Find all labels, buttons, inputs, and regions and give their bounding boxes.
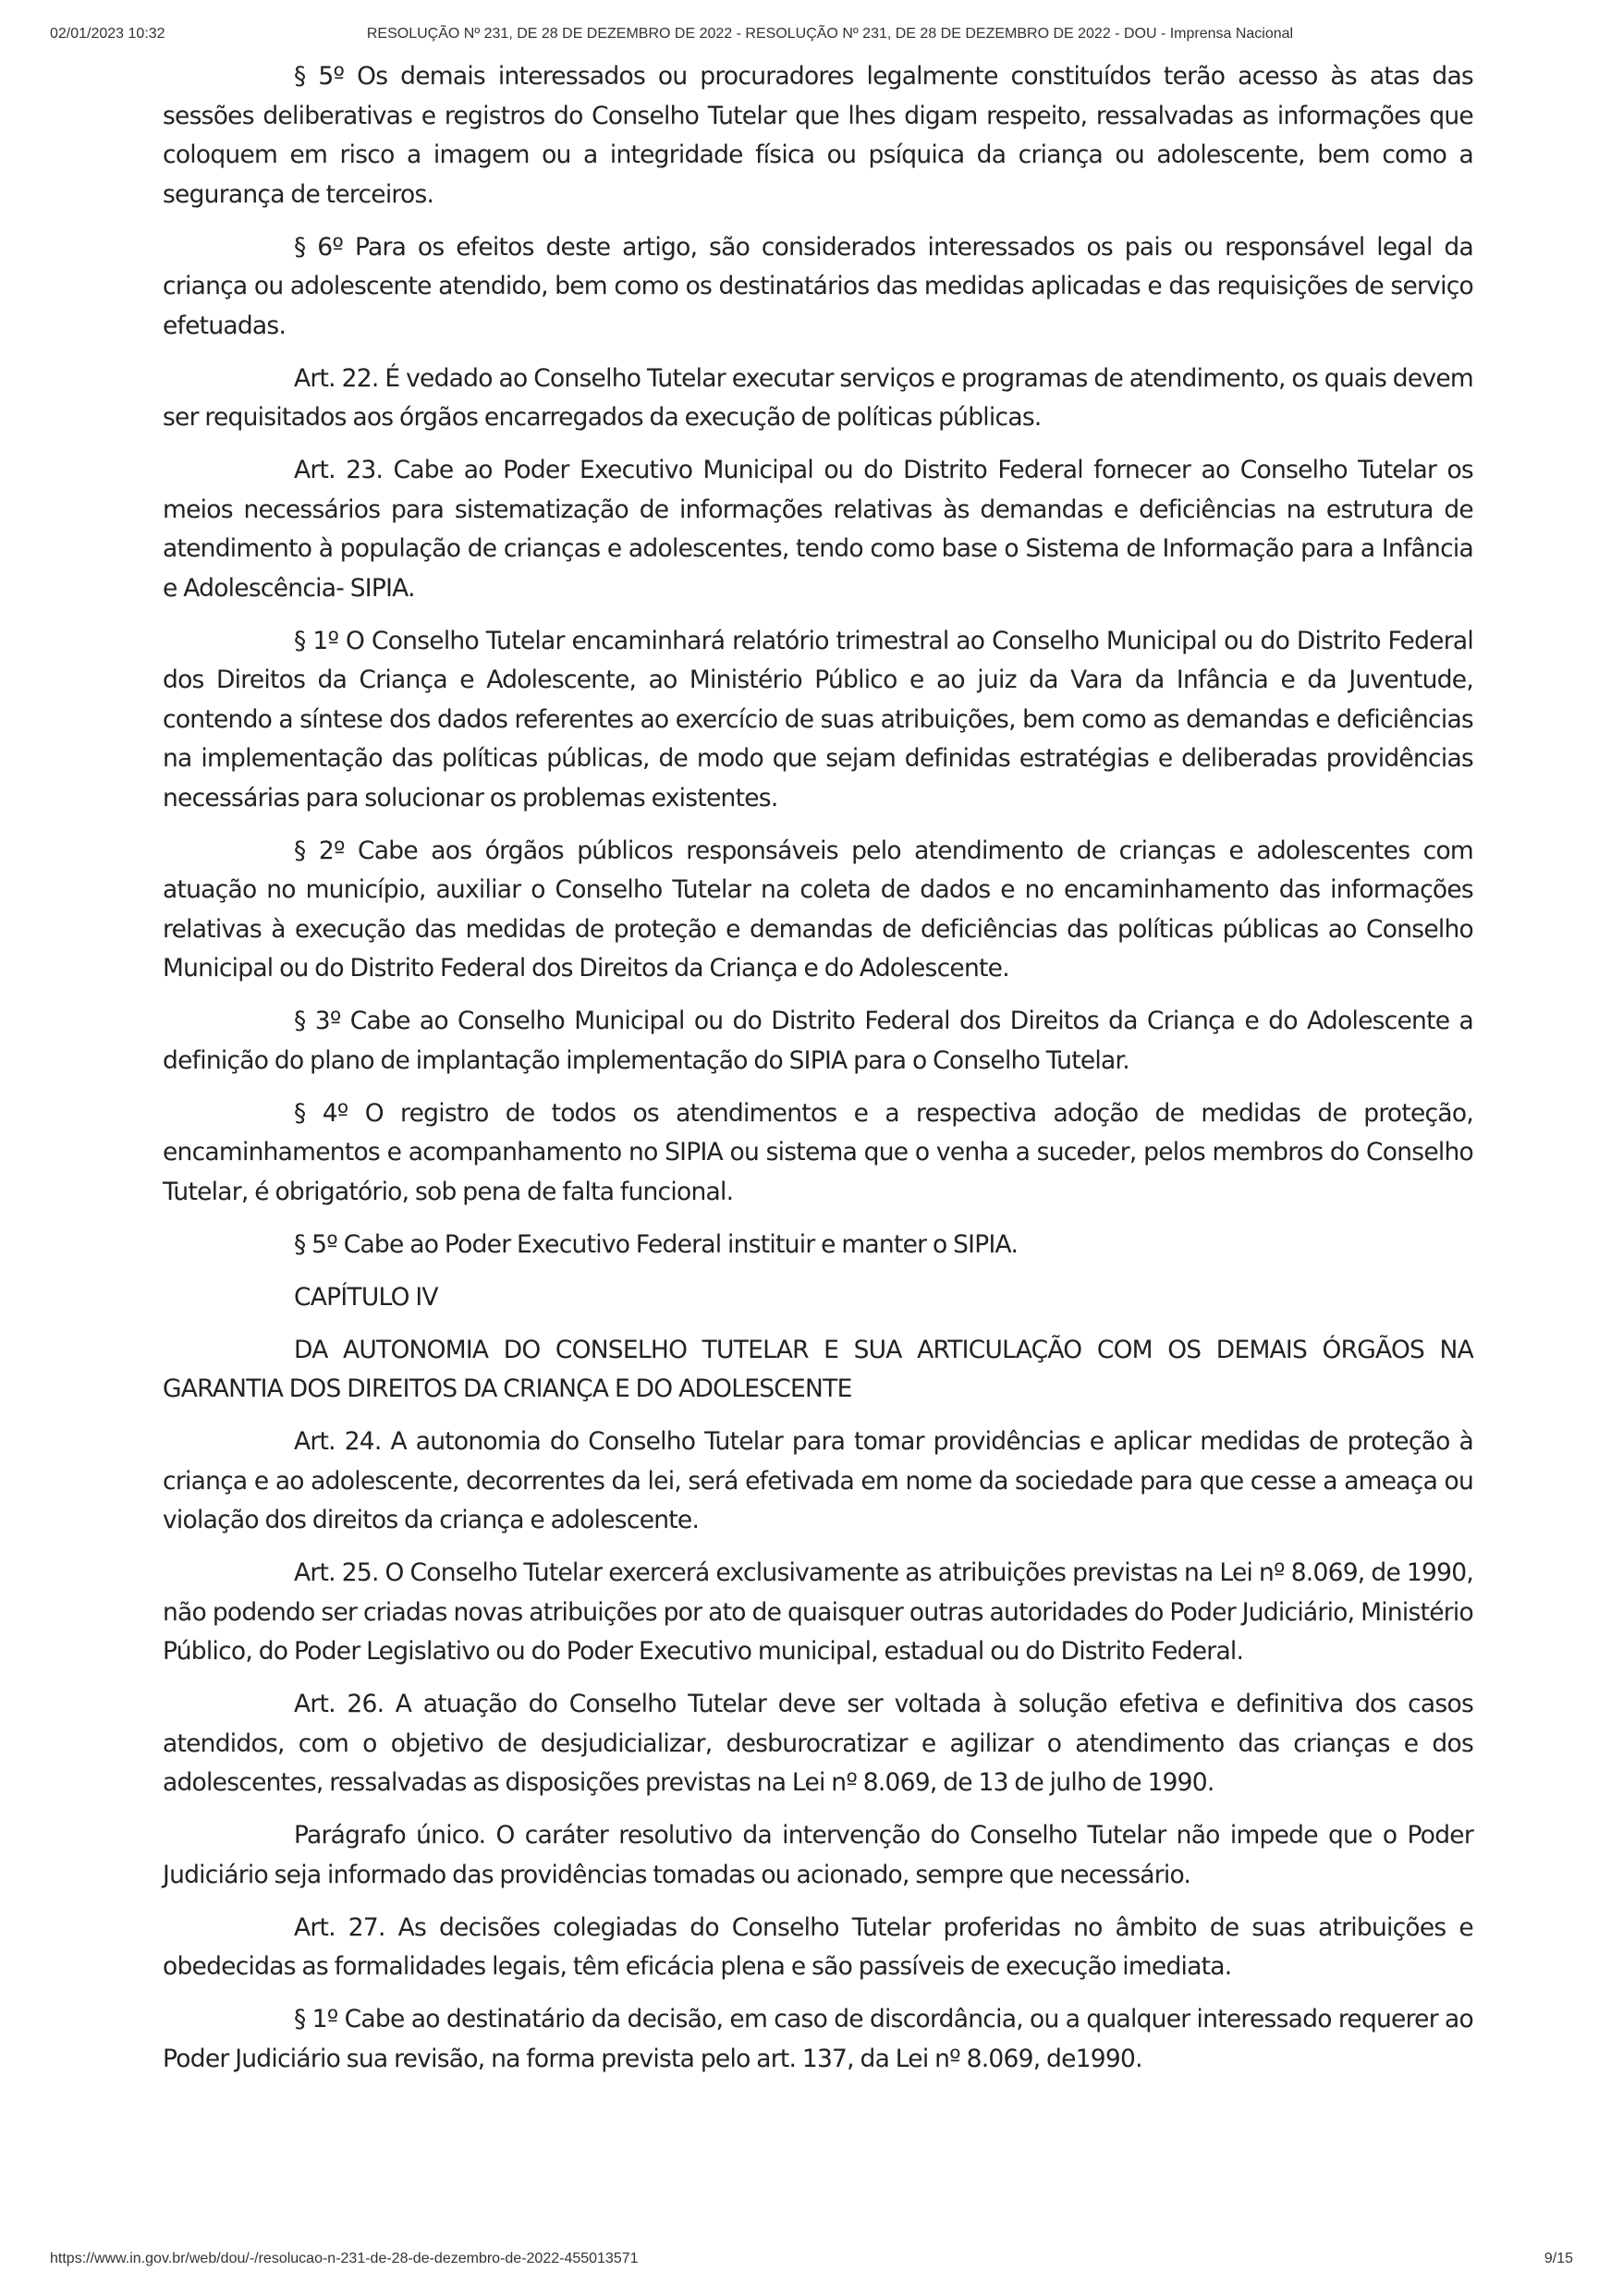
paragraph-art23-par1: § 1º O Conselho Tutelar encaminhará relatório trimestral ao Conselho Municipal ou do Distrito Federal dos Direitos da Criança e Adolescente, ao Ministério Público e ao juiz da Vara da Infância e da Juventude, contendo a síntese dos dados referentes ao exercício de suas atribuições, bem como as demandas e deficiências na implementação das políticas públicas, de modo que sejam definidas estratégias e deliberadas providências necessárias para solucionar os problemas existentes. [163, 626, 1473, 812]
paragraph-art23-par4: § 4º O registro de todos os atendimentos e a respectiva adoção de medidas de proteção, encaminhamentos e acompanhamento no SIPIA ou sistema que o venha a suceder, pelos membros do Conselho Tutelar, é obrigatório, sob pena de falta funcional. [163, 1098, 1473, 1206]
paragraph-art23-par5: § 5º Cabe ao Poder Executivo Federal instituir e manter o SIPIA. [294, 1229, 1019, 1259]
print-footer [50, 2251, 1573, 2273]
document-body [163, 57, 1473, 2093]
paragraph-art23-par3: § 3º Cabe ao Conselho Municipal ou do Distrito Federal dos Direitos da Criança e do Adolescente a definição do plano de implantação implementação do SIPIA para o Conselho Tutelar. [163, 1007, 1473, 1075]
paragraph-art21-par5: § 5º Os demais interessados ou procuradores legalmente constituídos terão acesso às atas das sessões deliberativas e registros do Conselho Tutelar que lhes digam respeito, ressalvadas as informações que coloquem em risco a imagem ou a integridade física ou psíquica da criança ou adolescente, bem como a segurança de terceiros. [163, 62, 1473, 209]
paragraph-art26: Art. 26. A atuação do Conselho Tutelar deve ser voltada à solução efetiva e definitiva dos casos atendidos, com o objetivo de desjudicializar, desburocratizar e agilizar o atendimento das crianças e dos adolescentes, ressalvadas as disposições previstas na Lei nº 8.069, de 13 de julho de 1990. [163, 1690, 1473, 1797]
paragraph-art27-par1: § 1º Cabe ao destinatário da decisão, em caso de discordância, ou a qualquer interessado requerer ao Poder Judiciário sua revisão, na forma prevista pelo art. 137, da Lei nº 8.069, de1990. [163, 2005, 1473, 2073]
chapter-title: DA AUTONOMIA DO CONSELHO TUTELAR E SUA ARTICULAÇÃO COM OS DEMAIS ÓRGÃOS NA GARANTIA DOS DIREITOS DA CRIANÇA E DO ADOLESCENTE [163, 1335, 1473, 1403]
paragraph-art22: Art. 22. É vedado ao Conselho Tutelar executar serviços e programas de atendimento, os quais devem ser requisitados aos órgãos encarregados da execução de políticas públicas. [163, 363, 1473, 432]
chapter-heading: CAPÍTULO IV [294, 1282, 438, 1312]
paragraph-art23-par2: § 2º Cabe aos órgãos públicos responsáveis pelo atendimento de crianças e adolescentes com atuação no município, auxiliar o Conselho Tutelar na coleta de dados e no encaminhamento das informações relativas à execução das medidas de proteção e demandas de deficiências das políticas públicas ao Conselho Municipal ou do Distrito Federal dos Direitos da Criança e do Adolescente. [163, 836, 1473, 983]
print-datetime: 02/01/2023 10:32 [50, 26, 165, 42]
paragraph-art26-sole: Parágrafo único. O caráter resolutivo da intervenção do Conselho Tutelar não impede que o Poder Judiciário seja informado das providências tomadas ou acionado, sempre que necessário. [163, 1821, 1473, 1889]
paragraph-art21-par6: § 6º Para os efeitos deste artigo, são considerados interessados os pais ou responsável legal da criança ou adolescente atendido, bem como os destinatários das medidas aplicadas e das requisições de serviço efetuadas. [163, 232, 1473, 340]
print-document-title: RESOLUÇÃO Nº 231, DE 28 DE DEZEMBRO DE 2022 - RESOLUÇÃO Nº 231, DE 28 DE DEZEMBRO DE 2022 - DOU - Imprensa Nacional [366, 26, 1294, 42]
paragraph-art23: Art. 23. Cabe ao Poder Executivo Municipal ou do Distrito Federal fornecer ao Conselho Tutelar os meios necessários para sistematização de informações relativas às demandas e deficiências na estrutura de atendimento à população de crianças e adolescentes, tendo como base o Sistema de Informação para a Infância e Adolescência- SIPIA. [163, 456, 1473, 603]
page-url: https://www.in.gov.br/web/dou/-/resolucao-n-231-de-28-de-dezembro-de-2022-455013571 [50, 2251, 639, 2266]
paragraph-art24: Art. 24. A autonomia do Conselho Tutelar para tomar providências e aplicar medidas de proteção à criança e ao adolescente, decorrentes da lei, será efetivada em nome da sociedade para que cesse a ameaça ou violação dos direitos da criança e adolescente. [163, 1427, 1473, 1534]
paragraph-art25: Art. 25. O Conselho Tutelar exercerá exclusivamente as atribuições previstas na Lei nº 8.069, de 1990, não podendo ser criadas novas atribuições por ato de quaisquer outras autoridades do Poder Judiciário, Ministério Público, do Poder Legislativo ou do Poder Executivo municipal, estadual ou do Distrito Federal. [163, 1558, 1473, 1666]
print-header [50, 26, 1573, 48]
page-number: 9/15 [1544, 2251, 1573, 2266]
paragraph-art27: Art. 27. As decisões colegiadas do Conselho Tutelar proferidas no âmbito de suas atribuições e obedecidas as formalidades legais, têm eficácia plena e são passíveis de execução imediata. [163, 1912, 1473, 1981]
